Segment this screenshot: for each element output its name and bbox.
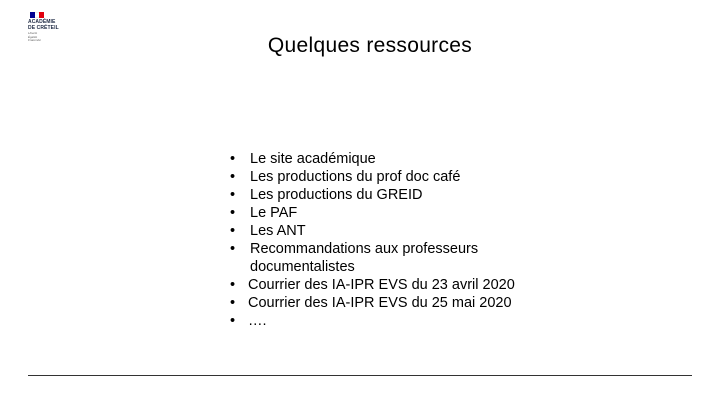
resource-list (228, 150, 570, 330)
list-item[interactable]: • Le PAF (228, 204, 570, 222)
list-item[interactable]: • Courrier des IA-IPR EVS du 25 mai 2020 (228, 294, 568, 312)
list-item[interactable]: • Les productions du prof doc café (228, 168, 570, 186)
french-flag-icon (30, 12, 44, 18)
list-item[interactable]: • Courrier des IA-IPR EVS du 23 avril 2020 (228, 276, 568, 294)
page-title: Quelques ressources (267, 34, 473, 57)
logo-motto: Liberté Égalité Fraternité (28, 31, 41, 43)
logo-name: ACADÉMIE DE CRÉTEIL (28, 19, 59, 31)
list-item[interactable]: • Le site académique (228, 150, 570, 168)
list-item[interactable]: • Les productions du GREID (228, 186, 570, 204)
footer-divider (28, 375, 692, 376)
list-item[interactable]: • Les ANT (228, 222, 570, 240)
list-item: • …. (228, 312, 568, 330)
list-item[interactable]: • Recommandations aux professeurs documentalistes (228, 240, 570, 276)
